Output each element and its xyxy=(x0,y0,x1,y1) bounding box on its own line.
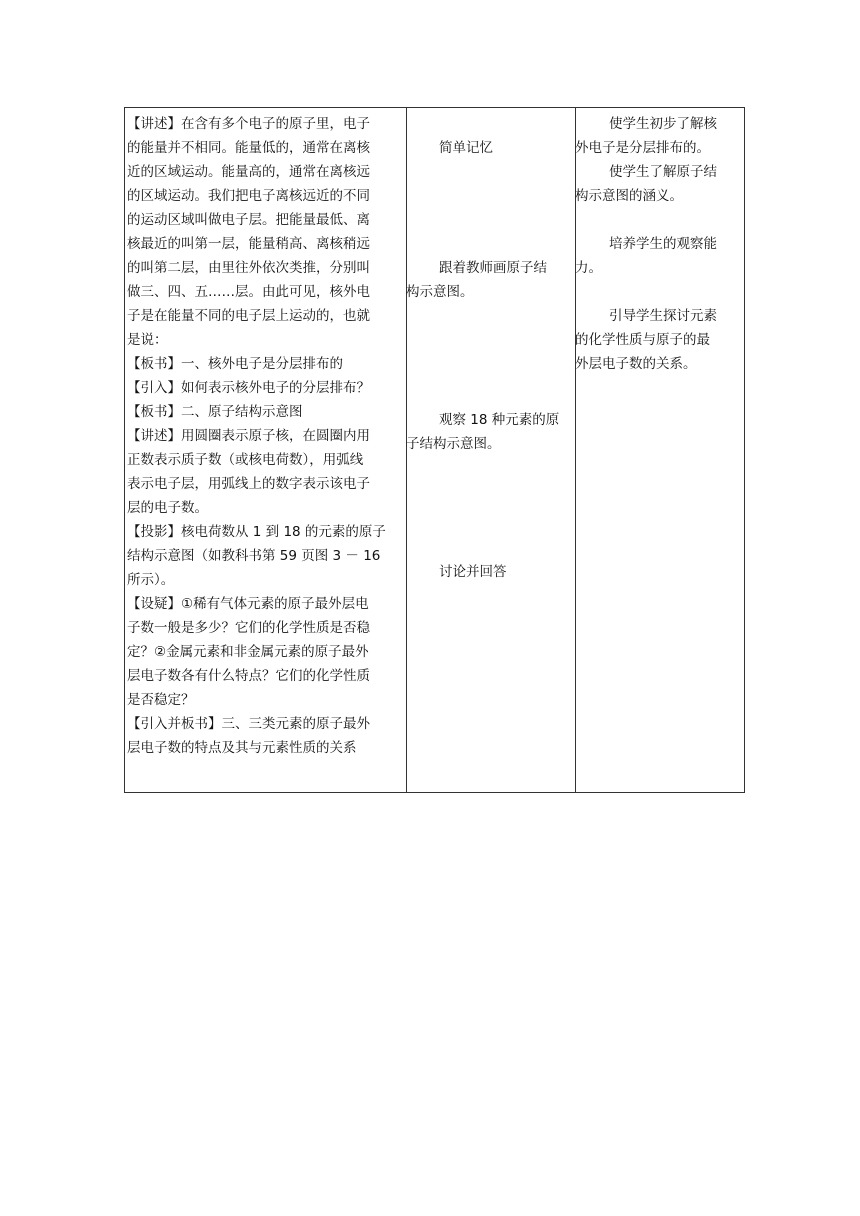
student-activity: 跟着教师画原子结 xyxy=(439,260,547,276)
design-intent: 引导学生探讨元素 xyxy=(609,308,717,324)
teacher-text-line: 【引入】如何表示核外电子的分层排布？ xyxy=(127,380,370,396)
teacher-text-line: 定？②金属元素和非金属元素的原子最外 xyxy=(127,644,369,660)
design-intent: 使学生初步了解核 xyxy=(609,116,717,132)
teacher-text-line: 【板书】二、原子结构示意图 xyxy=(127,404,303,420)
teacher-text-line: 【板书】一、核外电子是分层排布的 xyxy=(127,356,343,372)
teacher-text-line: 近的区域运动。能量高的，通常在离核远 xyxy=(127,164,370,180)
teacher-text-line: 结构示意图（如教科书第 59 页图 3 － 16 xyxy=(127,548,381,564)
teacher-text-line: 是否稳定？ xyxy=(127,692,195,708)
student-activity: 构示意图。 xyxy=(406,284,474,300)
teacher-text-line: 【设疑】①稀有气体元素的原子最外层电 xyxy=(127,596,369,612)
teacher-text-line: 的运动区域叫做电子层。把能量最低、离 xyxy=(127,212,370,228)
teacher-text-line: 表示电子层，用弧线上的数字表示该电子 xyxy=(127,476,370,492)
design-intent: 使学生了解原子结 xyxy=(609,164,717,180)
design-intent: 的化学性质与原子的最 xyxy=(575,332,710,348)
student-activity: 子结构示意图。 xyxy=(406,436,501,452)
teacher-text-line: 是说： xyxy=(127,332,168,348)
teacher-text-line: 【投影】核电荷数从 1 到 18 的元素的原子 xyxy=(127,524,386,540)
teacher-text-line: 所示）。 xyxy=(127,572,175,588)
teacher-text-line: 的叫第二层，由里往外依次类推，分别叫 xyxy=(127,260,370,276)
teacher-text-line: 层电子数各有什么特点？它们的化学性质 xyxy=(127,668,370,684)
lesson-table xyxy=(124,107,745,793)
column-divider xyxy=(575,108,576,792)
teacher-text-line: 做三、四、五……层。由此可见，核外电 xyxy=(127,284,370,300)
student-activity: 观察 18 种元素的原 xyxy=(439,412,560,428)
teacher-text-line: 【讲述】在含有多个电子的原子里，电子 xyxy=(127,116,370,132)
teacher-text-line: 【引入并板书】三、三类元素的原子最外 xyxy=(127,716,370,732)
teacher-text-line: 【讲述】用圆圈表示原子核，在圆圈内用 xyxy=(127,428,370,444)
design-intent: 培养学生的观察能 xyxy=(609,236,717,252)
teacher-text-line: 层电子数的特点及其与元素性质的关系 xyxy=(127,740,357,756)
design-intent: 外电子是分层排布的。 xyxy=(575,140,710,156)
teacher-text-line: 正数表示质子数（或核电荷数），用弧线 xyxy=(127,452,364,468)
teacher-text-line: 的区域运动。我们把电子离核远近的不同 xyxy=(127,188,370,204)
teacher-text-line: 的能量并不相同。能量低的，通常在离核 xyxy=(127,140,370,156)
teacher-text-line: 子数一般是多少？它们的化学性质是否稳 xyxy=(127,620,370,636)
design-intent: 力。 xyxy=(575,260,602,276)
teacher-text-line: 核最近的叫第一层，能量稍高、离核稍远 xyxy=(127,236,370,252)
teacher-text-line: 子是在能量不同的电子层上运动的，也就 xyxy=(127,308,370,324)
teacher-text-line: 层的电子数。 xyxy=(127,500,208,516)
student-activity: 讨论并回答 xyxy=(439,564,507,580)
student-activity: 简单记忆 xyxy=(439,140,493,156)
design-intent: 外层电子数的关系。 xyxy=(575,356,697,372)
design-intent: 构示意图的涵义。 xyxy=(575,188,683,204)
